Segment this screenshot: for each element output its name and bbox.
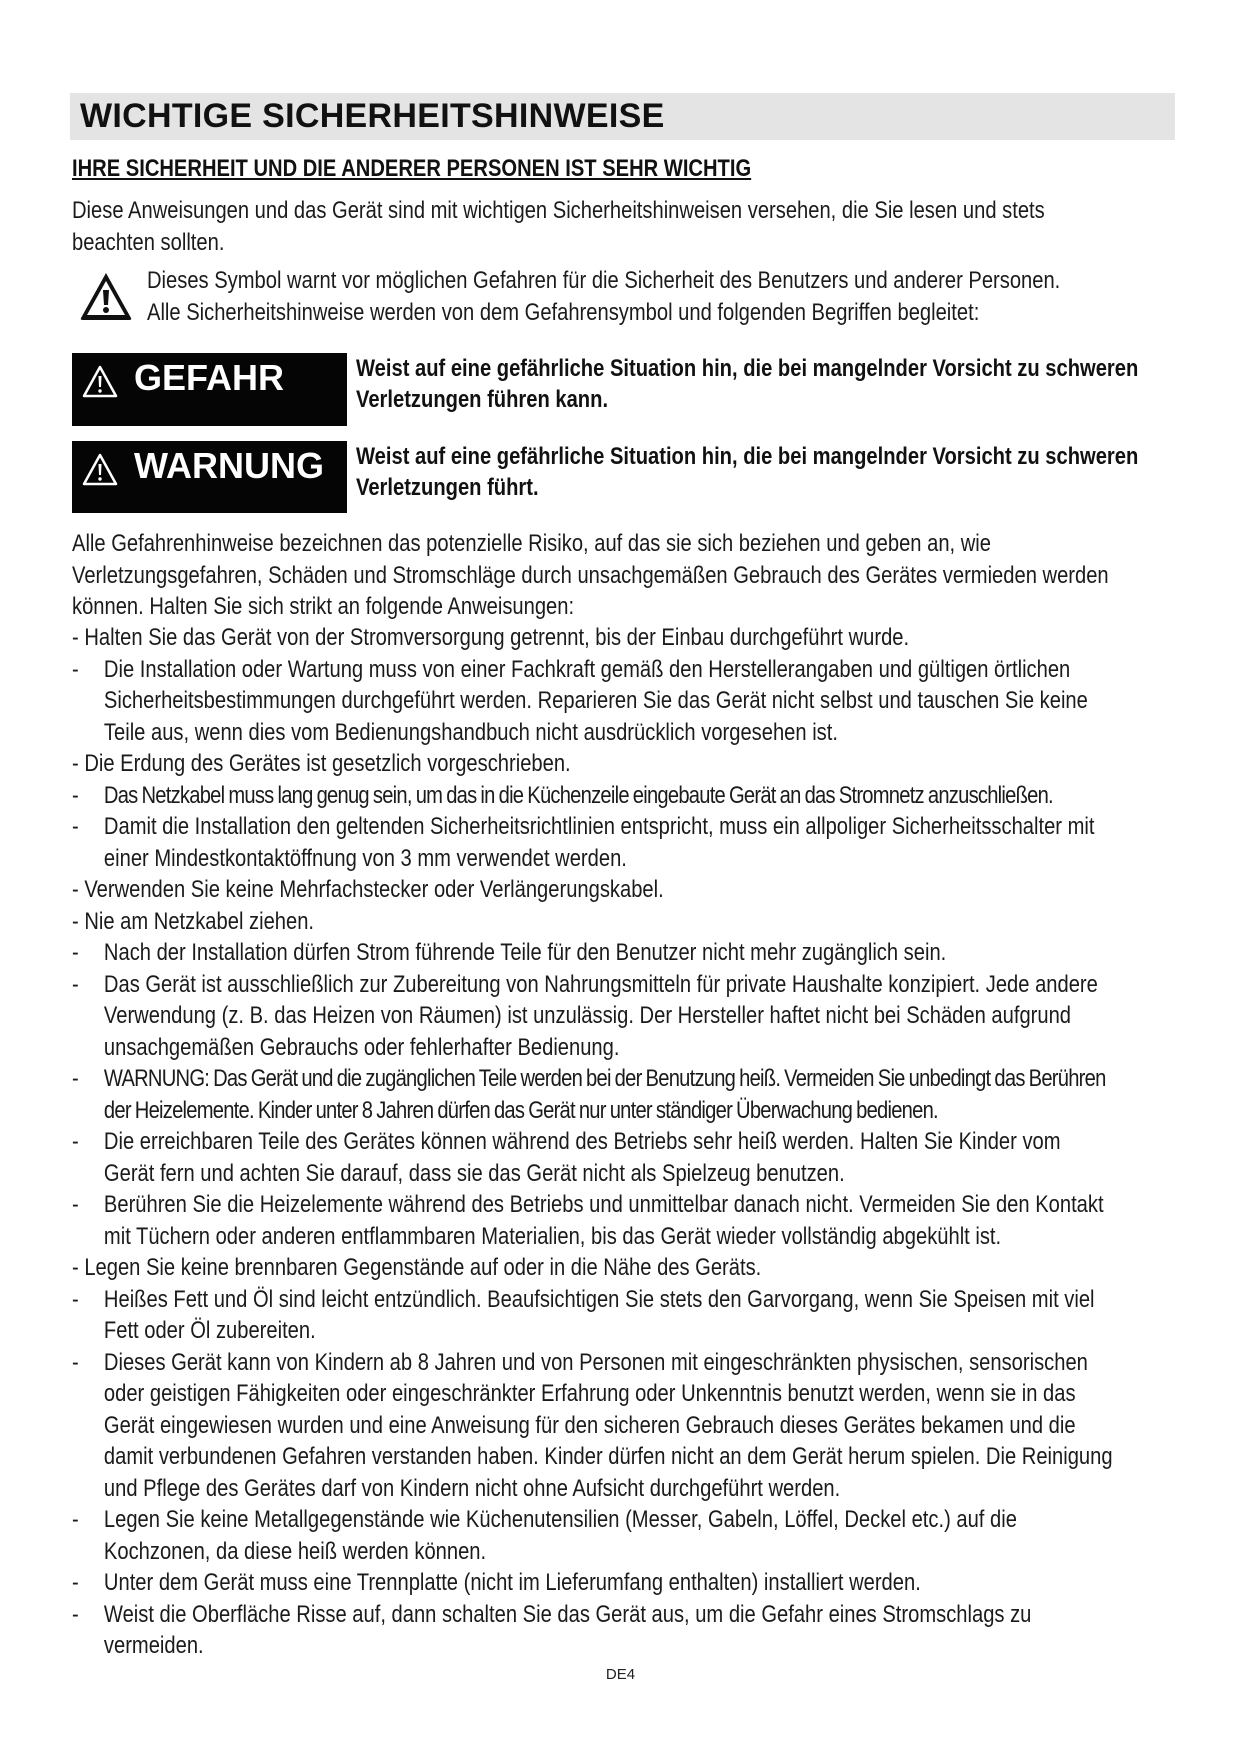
danger-label: GEFAHR	[134, 357, 285, 398]
warning-label: WARNUNG	[134, 445, 324, 486]
list-item: - Legen Sie keine Metallgegenstände wie Küchenutensilien (Messer, Gabeln, Löffel, Deckel etc.) auf die Kochzonen, da diese heiß werden können.	[72, 1506, 1017, 1565]
instruction-list	[72, 622, 1114, 1662]
list-item: - Dieses Gerät kann von Kindern ab 8 Jahren und von Personen mit eingeschränkten physischen, sensorischen oder geistigen Fähigkeiten oder eingeschränkter Erfahrung oder Unkenntnis benutzt werden, wenn sie in das Gerät eingewiesen wurden und eine Anweisung für den sicheren Gebrauch dieses Gerätes bekamen und die damit verbundenen Gefahren verstanden haben. Kinder dürfen nicht an dem Gerät herum spielen. Die Reinigung und Pflege des Gerätes darf von Kindern nicht ohne Aufsicht durchgeführt werden.	[72, 1348, 1113, 1502]
warning-signal-icon	[82, 453, 118, 487]
section-subtitle: IHRE SICHERHEIT UND DIE ANDERER PERSONEN IST SEHR WICHTIG	[72, 155, 752, 182]
danger-warning-icon	[82, 365, 118, 399]
list-item: - Das Gerät ist ausschließlich zur Zubereitung von Nahrungsmitteln für private Haushalte konzipiert. Jede andere Verwendung (z. B. das Heizen von Räumen) ist unzulässig. Der Hersteller haftet nicht bei Schäden aufgrund unsachgemäßen Gebrauchs oder fehlerhafter Bedienung.	[72, 970, 1098, 1061]
list-item: - Heißes Fett und Öl sind leicht entzündlich. Beaufsichtigen Sie stets den Garvorgang, wenn Sie Speisen mit viel Fett oder Öl zubereiten.	[72, 1285, 1095, 1344]
symbol-explanation-line-1: Dieses Symbol warnt vor möglichen Gefahren für die Sicherheit des Benutzers und anderer Personen.	[147, 267, 1061, 294]
list-item: - Die erreichbaren Teile des Gerätes können während des Betriebs sehr heiß werden. Halten Sie Kinder vom Gerät fern und achten Sie darauf, dass sie das Gerät nicht als Spielzeug benutzen.	[72, 1128, 1061, 1187]
warning-triangle-icon	[78, 270, 134, 322]
list-item: - Die Erdung des Gerätes ist gesetzlich vorgeschrieben.	[72, 750, 571, 777]
list-item: - Weist die Oberfläche Risse auf, dann schalten Sie das Gerät aus, um die Gefahr eines Stromschlags zu vermeiden.	[72, 1600, 1032, 1659]
list-item: - Verwenden Sie keine Mehrfachstecker oder Verlängerungskabel.	[72, 876, 664, 903]
symbol-explanation-line-2: Alle Sicherheitshinweise werden von dem Gefahrensymbol und folgenden Begriffen begleitet:	[147, 299, 980, 326]
danger-signal-box	[72, 353, 347, 426]
list-item: - Halten Sie das Gerät von der Stromversorgung getrennt, bis der Einbau durchgeführt wurde.	[72, 624, 910, 651]
danger-description: Weist auf eine gefährliche Situation hin, die bei mangelnder Vorsicht zu schweren Verletzungen führen kann.	[356, 355, 1139, 413]
warning-description: Weist auf eine gefährliche Situation hin, die bei mangelnder Vorsicht zu schweren Verletzungen führt.	[356, 443, 1139, 501]
warning-signal-box	[72, 441, 347, 513]
list-item: - Das Netzkabel muss lang genug sein, um das in die Küchenzeile eingebaute Gerät an das Stromnetz anzuschließen.	[72, 781, 1053, 809]
intro-paragraph: Diese Anweisungen und das Gerät sind mit wichtigen Sicherheitshinweisen versehen, die Sie lesen und stets beachten sollten.	[72, 197, 1045, 256]
list-item: - Damit die Installation den geltenden Sicherheitsrichtlinien entspricht, muss ein allpoliger Sicherheitsschalter mit einer Mindestkontaktöffnung von 3 mm verwendet werden.	[72, 813, 1095, 872]
list-item: - WARNUNG: Das Gerät und die zugänglichen Teile werden bei der Benutzung heiß. Vermeiden Sie unbedingt das Berühren der Heizelemente. Kinder unter 8 Jahren dürfen das Gerät nur unter ständiger Überwachung bedienen.	[72, 1065, 1106, 1124]
list-item: - Nie am Netzkabel ziehen.	[72, 907, 315, 935]
list-item: - Unter dem Gerät muss eine Trennplatte (nicht im Lieferumfang enthalten) installiert werden.	[72, 1569, 921, 1596]
symbol-explanation	[147, 265, 1071, 329]
list-item: - Legen Sie keine brennbaren Gegenstände auf oder in die Nähe des Geräts.	[72, 1254, 762, 1281]
general-hazard-paragraph: Alle Gefahrenhinweise bezeichnen das potenzielle Risiko, auf das sie sich beziehen und geben an, wie Verletzungsgefahren, Schäden und Stromschläge durch unsachgemäßen Gebrauch des Gerätes vermieden werden können. Halten Sie sich strikt an folgende Anweisungen:	[72, 530, 1109, 620]
page-number: DE4	[605, 1666, 636, 1683]
page-title: WICHTIGE SICHERHEITSHINWEISE	[80, 97, 665, 135]
list-item: - Berühren Sie die Heizelemente während des Betriebs und unmittelbar danach nicht. Vermeiden Sie den Kontakt mit Tüchern oder anderen entflammbaren Materialien, bis das Gerät wieder vollständig abgekühlt ist.	[72, 1191, 1104, 1250]
list-item: - Nach der Installation dürfen Strom führende Teile für den Benutzer nicht mehr zugänglich sein.	[72, 939, 947, 966]
list-item: - Die Installation oder Wartung muss von einer Fachkraft gemäß den Herstellerangaben und gültigen örtlichen Sicherheitsbestimmungen durchgeführt werden. Reparieren Sie das Gerät nicht selbst und tauschen Sie keine Teile aus, wenn dies vom Bedienungshandbuch nicht ausdrücklich vorgesehen ist.	[72, 655, 1088, 746]
